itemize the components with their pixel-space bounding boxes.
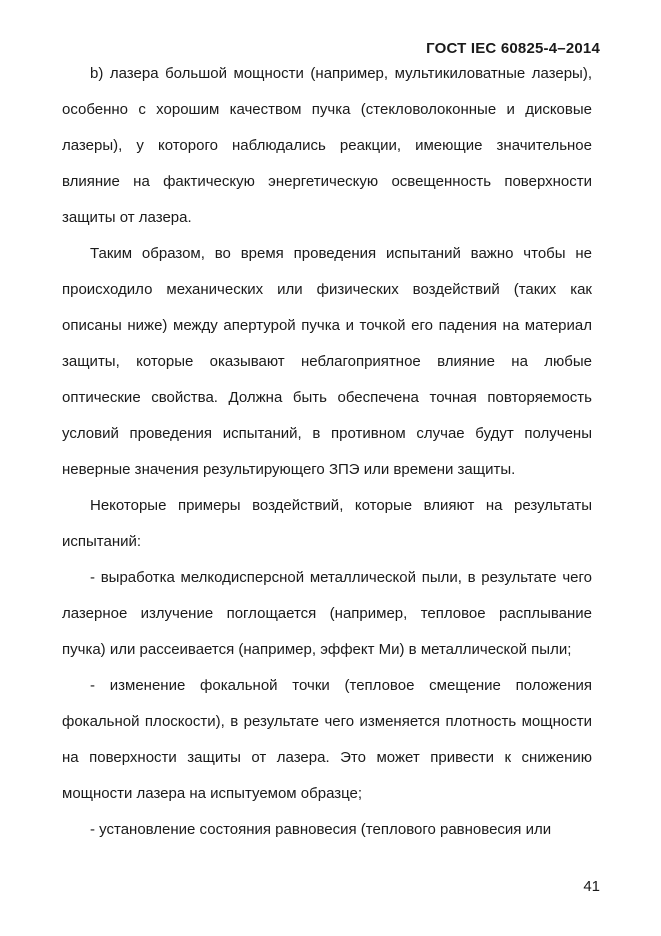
paragraph-4: - выработка мелкодисперсной металлической пыли, в результате чего лазерное излучение поглощается (например, тепловое расплывание пучка) или рассеивается (например, эффект Ми) в металлической пыли; [62, 569, 592, 658]
paragraph-6: - установление состояния равновесия (теплового равновесия или [90, 821, 552, 838]
paragraph-3: Некоторые примеры воздействий, которые влияют на результаты испытаний: [62, 497, 592, 550]
paragraph-5: - изменение фокальной точки (тепловое смещение положения фокальной плоскости), в результате чего изменяется плотность мощности на поверхности защиты от лазера. Это может привести к снижению мощности лазера на испытуемом образце; [62, 677, 592, 802]
paragraph-2: Таким образом, во время проведения испытаний важно чтобы не происходило механических или физических воздействий (таких как описаны ниже) между апертурой пучка и точкой его падения на материал защиты, которые оказывают неблагоприятное влияние на любые оптические свойства. Должна быть обеспечена точная повторяемость условий проведения испытаний, в противном случае будут получены неверные значения результирующего ЗПЭ или времени защиты. [62, 245, 592, 478]
page-number: 41 [583, 878, 600, 895]
document-header-title: ГОСТ IEC 60825-4–2014 [426, 40, 600, 57]
document-body [62, 56, 592, 848]
paragraph-1: b) лазера большой мощности (например, мультикиловатные лазеры), особенно с хорошим качеством пучка (стекловолоконные и дисковые лазеры), у которого наблюдались реакции, имеющие значительное влияние на фактическую энергетическую освещенность поверхности защиты от лазера. [62, 65, 592, 226]
